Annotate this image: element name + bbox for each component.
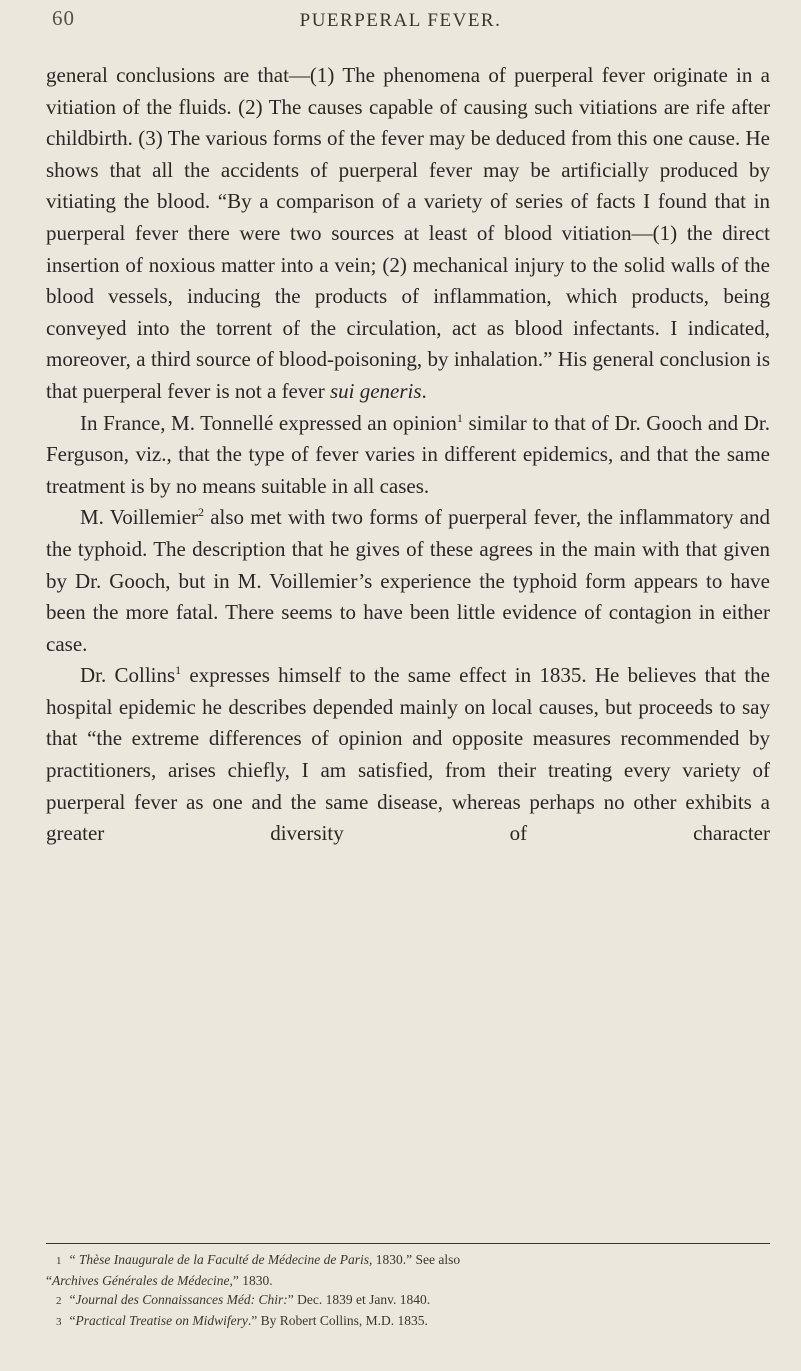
paragraph-4-text-b: expresses himself to the same effect in 1835. He believes that the hospital epidemic he describes depended mainly on local causes, but proceeds to say that “the extreme differences of opinion and opposite measures recommended by practitioners, arises chiefly, I am satisfied, from their treating every variety of puerperal fever as one and the same disease, whereas perhaps no other exhibits a greater diversity of character bbox=[46, 663, 770, 846]
paragraph-3 bbox=[46, 502, 770, 660]
footnote-1-second-details: ,” 1830. bbox=[229, 1273, 273, 1288]
page-number: 60 bbox=[52, 6, 75, 30]
paragraph-3-text-a: M. Voillemier bbox=[80, 505, 199, 530]
footnote-number: 1 bbox=[56, 1255, 62, 1267]
footnote-quote: “ bbox=[69, 1292, 76, 1307]
paragraph-1-italic: sui generis bbox=[329, 378, 422, 403]
footnotes bbox=[46, 1250, 770, 1332]
paragraph-1 bbox=[46, 60, 770, 408]
footnote-1-second-title: Archives Générales de Médecine bbox=[52, 1273, 230, 1288]
footnote-2 bbox=[46, 1290, 770, 1311]
footnote-ref: 1 bbox=[456, 410, 463, 425]
footnote-2-details: ” Dec. 1839 et Janv. 1840. bbox=[287, 1292, 431, 1307]
running-head: PUERPERAL FEVER. bbox=[299, 10, 502, 31]
paragraph-2-text-b: similar to that of Dr. Gooch and Dr. Ferguson, viz., that the type of fever varies in different epidemics, and that the same treatment is by no means suitable in all cases. bbox=[46, 410, 771, 498]
footnote-3 bbox=[46, 1311, 770, 1332]
footnote-1-continued bbox=[46, 1271, 770, 1290]
paragraph-2 bbox=[46, 408, 770, 503]
footnote-quote: “ bbox=[69, 1313, 76, 1328]
footnote-ref: 2 bbox=[198, 505, 205, 520]
footnote-3-details: .” By Robert Collins, M.D. 1835. bbox=[247, 1313, 428, 1328]
paragraph-3-text-b: also met with two forms of puerperal fever, the inflammatory and the typhoid. The description that he gives of these agrees in the main with that given by Dr. Gooch, but in M. Voillemier’s experience the typhoid form appears to have been the more fatal. There seems to have been little evidence of contagion in either case. bbox=[46, 505, 770, 656]
footnote-1 bbox=[46, 1250, 770, 1271]
footnote-quote: “ bbox=[46, 1273, 52, 1288]
paragraph-4-text-a: Dr. Collins bbox=[80, 663, 176, 688]
paragraph-1-text: general conclusions are that—(1) The phenomena of puerperal fever originate in a vitiation of the fluids. (2) The causes capable of causing such vitiations are rife after childbirth. (3) The various forms of the fever may be deduced from this one cause. He shows that all the accidents of puerperal fever may be artificially produced by vitiating the blood. “By a comparison of a variety of series of facts I found that in puerperal fever there were two sources at least of blood vitiation—(1) the direct insertion of noxious matter into a vein; (2) mechanical injury to the solid walls of the blood vessels, inducing the products of inflammation, which products, being conveyed into the torrent of the circulation, act as blood infectants. I indicated, moreover, a third source of blood-poisoning, by inhalation.” His general conclusion is that puerperal fever is not a fever bbox=[46, 63, 770, 403]
footnote-number: 2 bbox=[56, 1295, 62, 1307]
footnote-quote: “ bbox=[69, 1252, 76, 1267]
body-text bbox=[46, 60, 770, 850]
footnote-3-title: Practical Treatise on Midwifery bbox=[75, 1313, 248, 1328]
footnote-1-title: Thèse Inaugurale de la Faculté de Médecine de Paris bbox=[78, 1252, 370, 1267]
footnote-divider bbox=[46, 1243, 770, 1244]
paragraph-4 bbox=[46, 660, 770, 850]
footnote-number: 3 bbox=[56, 1316, 62, 1328]
footnote-1-details: , 1830.” See also bbox=[369, 1252, 461, 1267]
footnote-ref: 1 bbox=[175, 663, 182, 678]
page-header bbox=[0, 6, 801, 46]
paragraph-1-end: . bbox=[421, 378, 427, 403]
footnote-2-title: Journal des Connaissances Méd: Chir: bbox=[75, 1292, 288, 1307]
paragraph-2-text-a: In France, M. Tonnellé expressed an opinion bbox=[80, 410, 457, 435]
